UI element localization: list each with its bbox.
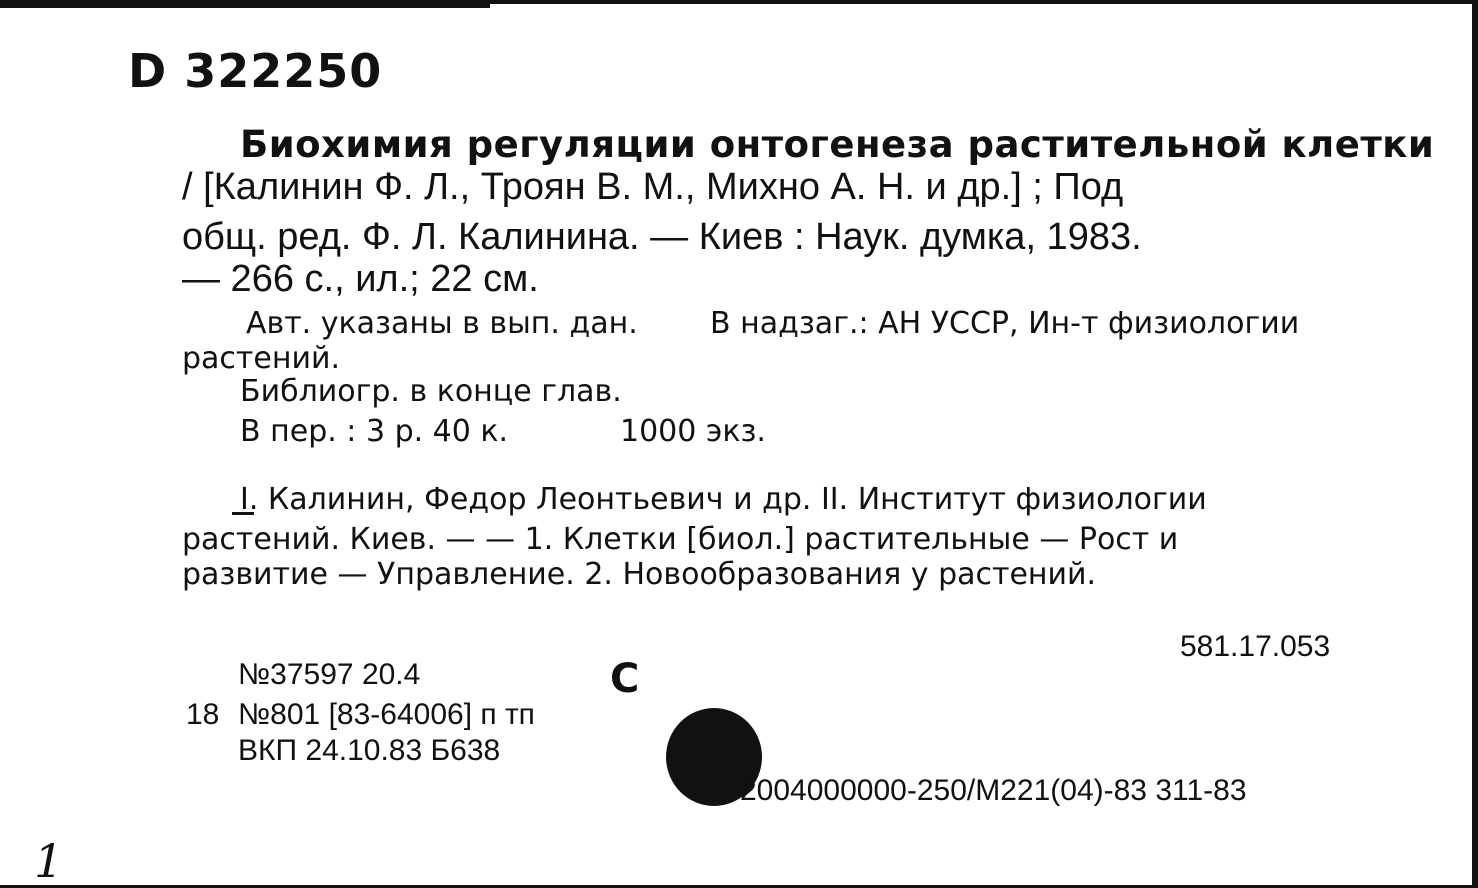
note-print-run: 1000 экз. <box>620 414 766 449</box>
book-title: Биохимия регуляции онтогенеза растительной клетки <box>240 123 1435 166</box>
tracing-line-2: растений. Киев. — — 1. Клетки [биол.] растительные — Рост и <box>182 522 1179 557</box>
publication-info: общ. ред. Ф. Л. Калинина. — Киев : Наук. думка, 1983. <box>182 216 1142 258</box>
card-top-edge <box>0 4 490 8</box>
pencil-mark: 1 <box>34 834 64 888</box>
inventory-number: D 322250 <box>128 44 383 98</box>
tracing-line-1: I. Калинин, Федор Леонтьевич и др. II. Институт физиологии <box>240 482 1207 517</box>
responsibility-statement: / [Калинин Ф. Л., Троян В. М., Михно А. Н. и др.] ; Под <box>182 166 1124 208</box>
note-price: В пер. : 3 р. 40 к. <box>240 414 509 449</box>
order-number: №37597 20.4 <box>238 658 421 691</box>
printing-info: ВКП 24.10.83 Б638 <box>238 734 501 767</box>
bottom-code: 2004000000-250/M221(04)-83 311-83 <box>740 774 1247 807</box>
udc-code: 581.17.053 <box>1180 630 1331 663</box>
footer-prefix: 18 <box>186 698 220 731</box>
note-heading-cont: растений. <box>182 341 340 376</box>
physical-description: — 266 с., ил.; 22 см. <box>182 258 539 300</box>
note-bibliography: Библиогр. в конце глав. <box>240 374 622 409</box>
note-authors: Авт. указаны в вып. дан. <box>246 306 638 341</box>
tracing-line-3: развитие — Управление. 2. Новообразования у растений. <box>182 557 1097 592</box>
c-mark: C <box>610 656 640 702</box>
card-number: №801 [83-64006] п тп <box>238 698 535 731</box>
note-heading: В надзаг.: АН УССР, Ин-т физиологии <box>710 306 1300 341</box>
